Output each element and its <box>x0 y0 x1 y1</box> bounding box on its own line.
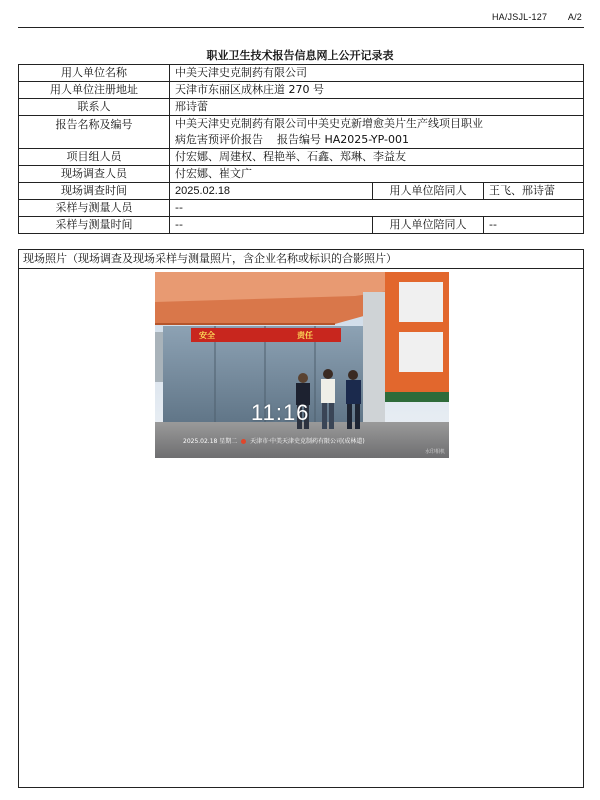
label-report: 报告名称及编号 <box>19 116 170 149</box>
label-survey-companion: 用人单位陪同人 <box>373 183 484 200</box>
photo-date: 2025.02.18 星期二 <box>183 438 238 445</box>
value-team: 付宏娜、周建权、程艳举、石鑫、郑琳、李益友 <box>170 149 584 166</box>
report-name-line-2: 病危害预评价报告 报告编号 HA2025-YP-001 <box>175 133 410 146</box>
form-number: HA/JSJL-127 <box>491 12 548 22</box>
site-photo-illustration <box>155 272 449 458</box>
sign-text-left: 安全 <box>199 331 215 340</box>
page-indicator: A/2 <box>567 12 582 22</box>
photo-caption: 现场照片（现场调查及现场采样与测量照片，含企业名称或标识的合影照片） <box>19 250 583 269</box>
photo-section <box>18 249 584 788</box>
document-title: 职业卫生技术报告信息网上公开记录表 <box>206 49 394 62</box>
row-employer-address <box>19 82 584 99</box>
row-sampling-time <box>19 217 584 234</box>
photo-time-stamp: 11:16 <box>251 400 310 425</box>
value-report <box>170 116 584 149</box>
report-name-line-1: 中美天津史克制药有限公司中美史克新增愈美片生产线项目职业 <box>175 117 483 130</box>
row-investigators <box>19 166 584 183</box>
row-team <box>19 149 584 166</box>
row-employer-name <box>19 65 584 82</box>
row-sampling-staff <box>19 200 584 217</box>
value-sampling-time: -- <box>170 217 373 234</box>
site-photo <box>155 272 449 458</box>
value-investigators: 付宏娜、崔文广 <box>170 166 584 183</box>
label-sampling-companion: 用人单位陪同人 <box>373 217 484 234</box>
value-survey-time: 2025.02.18 <box>170 183 373 200</box>
row-contact <box>19 99 584 116</box>
label-investigators: 现场调查人员 <box>19 166 170 183</box>
header-rule <box>18 27 584 28</box>
record-table <box>18 64 584 234</box>
label-contact: 联系人 <box>19 99 170 116</box>
value-sampling-staff: -- <box>170 200 584 217</box>
value-employer-name: 中美天津史克制药有限公司 <box>170 65 584 82</box>
photo-info-line <box>183 436 365 445</box>
label-sampling-time: 采样与测量时间 <box>19 217 170 234</box>
value-sampling-companion: -- <box>484 217 584 234</box>
row-survey-time <box>19 183 584 200</box>
label-employer-address: 用人单位注册地址 <box>19 82 170 99</box>
label-survey-time: 现场调查时间 <box>19 183 170 200</box>
document-code <box>492 12 582 22</box>
location-pin-icon <box>241 439 246 444</box>
photo-location: 天津市·中美天津史克制药有限公司(成林道) <box>250 438 365 445</box>
value-survey-companion: 王飞、邢诗蕾 <box>484 183 584 200</box>
label-sampling-staff: 采样与测量人员 <box>19 200 170 217</box>
value-contact: 邢诗蕾 <box>170 99 584 116</box>
sign-text-right: 责任 <box>297 331 313 340</box>
label-employer-name: 用人单位名称 <box>19 65 170 82</box>
value-employer-address: 天津市东丽区成林庄道 270 号 <box>170 82 584 99</box>
row-report <box>19 116 584 149</box>
label-team: 项目组人员 <box>19 149 170 166</box>
photo-watermark: 水印相机 <box>424 449 445 455</box>
